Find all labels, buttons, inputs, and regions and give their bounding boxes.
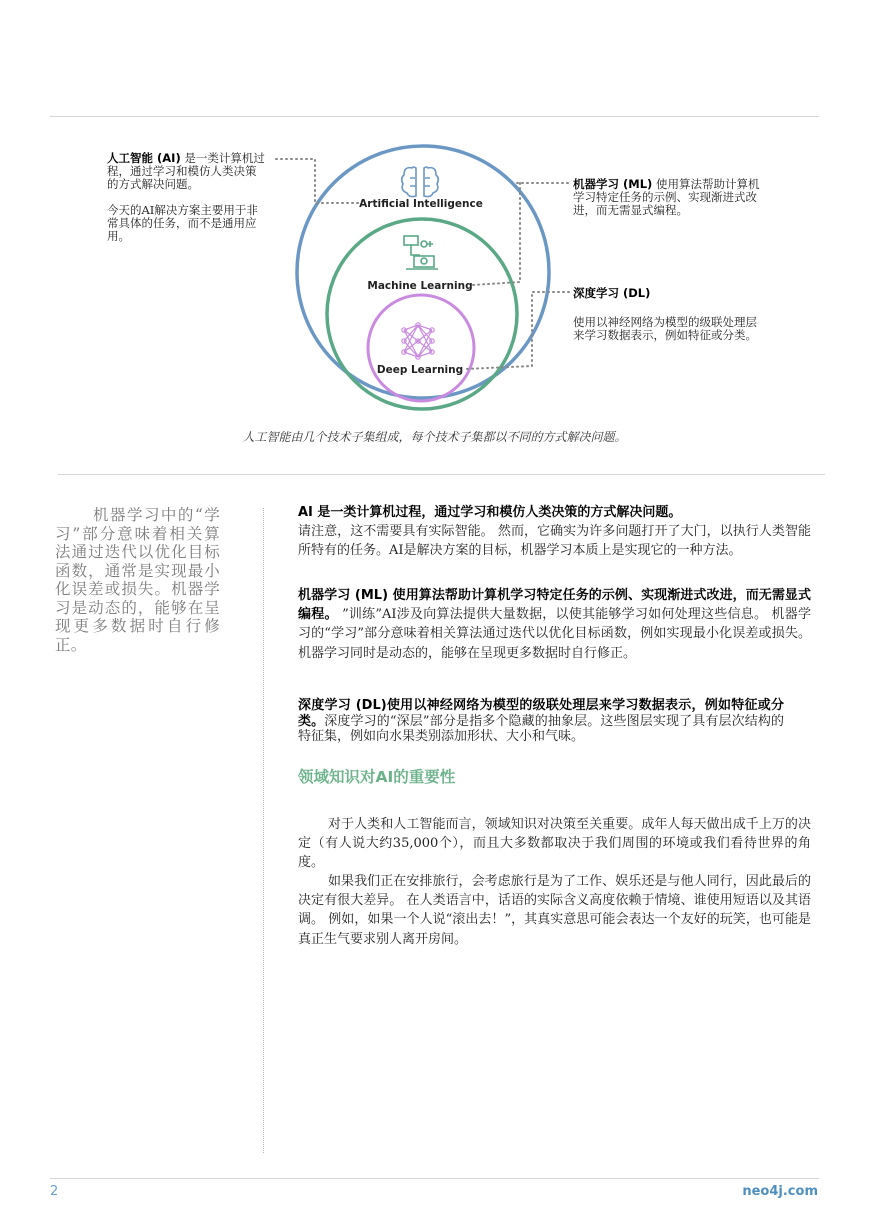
column-divider — [263, 508, 264, 1153]
paragraph-dl-lead: 深度学习 (DL)使用以神经网络为模型的级联处理层来学习数据表示，例如特征或分类。 — [298, 698, 784, 729]
dl-circle — [368, 295, 474, 401]
diagram-caption: 人工智能由几个技术子集组成，每个技术子集都以不同的方式解决问题。 — [242, 430, 627, 444]
ml-annotation-lead: 机器学习 (ML) — [573, 177, 653, 191]
ml-circle-label: Machine Learning — [367, 280, 473, 292]
ai-annotation-text: 是一类计算机过程，通过学习和模仿人类决策的方式解决问题。 — [107, 151, 265, 191]
ml-circle — [327, 219, 517, 409]
pull-quote: 机器学习中的“学习”部分意味着相关算法通过迭代以优化目标函数，通常是实现最小化误差或损失。机器学习是动态的，能够在呈现更多数据时自行修正。 — [55, 506, 220, 654]
paragraph-ai-lead: AI 是一类计算机过程，通过学习和模仿人类决策的方式解决问题。 — [298, 505, 682, 520]
site-link[interactable]: neo4j.com — [742, 1184, 818, 1199]
paragraph-dl-body: 深度学习的“深层”部分是指多个隐藏的抽象层。这些图层实现了具有层次结构的特征集，例如向水果类别添加形状、大小和气味。 — [298, 713, 784, 744]
paragraph-ai — [298, 503, 811, 561]
section-heading: 领域知识对AI的重要性 — [298, 768, 456, 786]
dl-annotation-lead: 深度学习 (DL) — [573, 286, 651, 300]
paragraph-ml — [298, 586, 811, 663]
ai-circle — [297, 146, 549, 398]
paragraph-ml-body: ”训练”AI涉及向算法提供大量数据，以使其能够学习如何处理这些信息。 机器学习的“学习”部分意味着相关算法通过迭代以优化目标函数，例如实现最小化误差或损失。 机器学习同时是动态的，能够在呈现更多数据时自行修正。 — [298, 607, 811, 661]
ai-annotation-text2: 今天的AI解决方案主要用于非常具体的任务，而不是通用应用。 — [107, 203, 258, 243]
bottom-rule — [50, 1178, 819, 1179]
middle-rule — [58, 474, 825, 475]
paragraph-dl — [298, 698, 784, 745]
paragraph-travel-example: 如果我们正在安排旅行，会考虑旅行是为了工作、娱乐还是与他人同行，因此最后的决定有很大差异。 在人类语言中，话语的实际含义高度依赖于情境、谁使用短语以及其语调。 例如，如果一个人说“滚出去！”，其真实意思可能会表达一个友好的玩笑，也可能是真正生气要求别人离开房间。 — [298, 874, 811, 947]
ai-circle-label: Artificial Intelligence — [359, 198, 483, 210]
page-number: 2 — [50, 1184, 59, 1199]
neural-network-icon — [402, 323, 434, 359]
brain-icon — [402, 167, 439, 197]
dl-annotation — [573, 287, 761, 342]
paragraph-ml-lead: 机器学习 (ML) 使用算法帮助计算机学习特定任务的示例、实现渐进式改进，而无需显式编程。 — [298, 588, 811, 623]
dl-circle-label: Deep Learning — [376, 364, 464, 376]
paragraph-domain-knowledge: 对于人类和人工智能而言，领域知识对决策至关重要。成年人每天做出成千上万的决定（有人说大约35,000个），而且大多数都取决于我们周围的环境或我们看待世界的角度。 — [298, 817, 811, 871]
ml-annotation-text: 使用算法帮助计算机学习特定任务的示例、实现渐进式改进，而无需显式编程。 — [573, 177, 760, 217]
dl-annotation-text: 使用以神经网络为模型的级联处理层来学习数据表示，例如特征或分类。 — [573, 315, 757, 342]
ml-annotation — [573, 178, 761, 217]
ai-annotation — [107, 152, 267, 243]
paragraph-ai-body: 请注意，这不需要具有实际智能。 然而，它确实为许多问题打开了大门，以执行人类智能所特有的任务。AI是解决方案的目标，机器学习本质上是实现它的一种方法。 — [298, 524, 811, 559]
ai-annotation-lead: 人工智能 (AI) — [107, 151, 181, 165]
ai-ml-dl-diagram — [0, 0, 869, 470]
robot-arm-icon — [404, 236, 438, 269]
